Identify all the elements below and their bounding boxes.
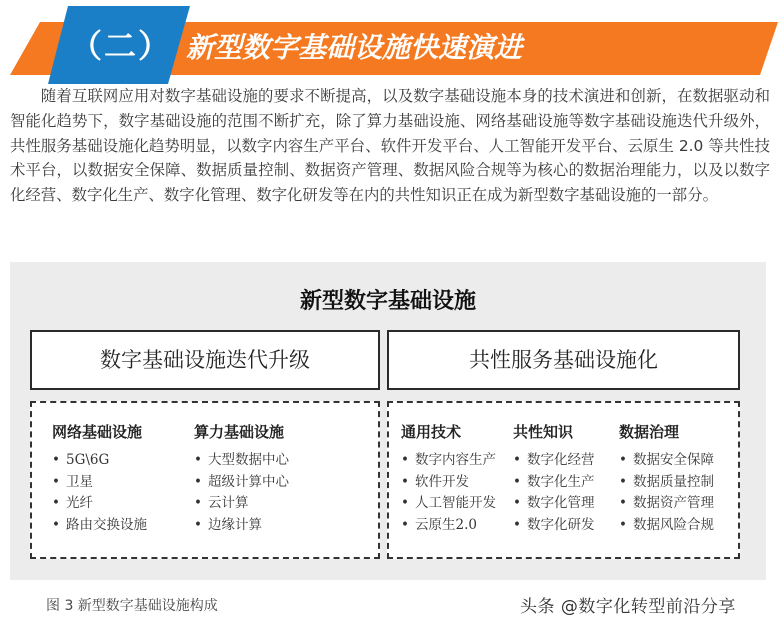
- list-item: • 云原生2.0: [401, 515, 496, 537]
- list-item: • 软件开发: [401, 472, 496, 494]
- dashed-group-right: [387, 401, 740, 559]
- column-head: 通用技术: [401, 423, 462, 441]
- list-item: • 超级计算中心: [194, 472, 289, 494]
- list-item: • 数字化经营: [513, 450, 595, 472]
- figure-caption: 图 3 新型数字基础设施构成: [46, 598, 218, 614]
- list-item: • 大型数据中心: [194, 450, 289, 472]
- box-digital-infra-upgrade: 数字基础设施迭代升级: [30, 330, 380, 390]
- list-item: • 路由交换设施: [52, 515, 147, 537]
- list-item: • 云计算: [194, 493, 289, 515]
- column-data-governance: [619, 421, 714, 536]
- list-item: • 数据质量控制: [619, 472, 714, 494]
- list-item: • 数据风险合规: [619, 515, 714, 537]
- list-item: • 光纤: [52, 493, 147, 515]
- list-item: • 数字化研发: [513, 515, 595, 537]
- figure-title: 新型数字基础设施: [299, 289, 476, 314]
- column-compute-infra: [194, 421, 289, 536]
- column-common-knowledge: [513, 421, 595, 536]
- column-head: 算力基础设施: [194, 423, 285, 441]
- dashed-group-left: [30, 401, 380, 559]
- list-item: • 数字化管理: [513, 493, 595, 515]
- column-head: 共性知识: [513, 423, 574, 441]
- figure-panel: [10, 262, 766, 580]
- section-title: 新型数字基础设施快速演进: [186, 31, 523, 64]
- column-network-infra: [52, 421, 147, 536]
- body-paragraph: 随着互联网应用对数字基础设施的要求不断提高，以及数字基础设施本身的技术演进和创新，在数据驱动和智能化趋势下，数字基础设施的范围不断扩充，除了算力基础设施、网络基础设施等数字基础设施迭代升级外，共性服务基础设施化趋势明显，以数字内容生产平台、软件开发平台、人工智能开发平台、云原生 2.0 等共性技术平台，以数据安全保障、数据质量控制、数据资产管理、数据风险合规等为核心的数据治理能力，以及以数字化经营、数字化生产、数字化管理、数字化研发等在内的共性知识正在成为新型数字基础设施的一部分。: [10, 87, 770, 205]
- column-head: 网络基础设施: [52, 423, 143, 441]
- list-item: • 数字化生产: [513, 472, 595, 494]
- box-common-service-infra: 共性服务基础设施化: [387, 330, 740, 390]
- column-general-tech: [401, 421, 496, 536]
- column-head: 数据治理: [619, 423, 680, 441]
- list-item: • 数据资产管理: [619, 493, 714, 515]
- list-item: • 5G\6G: [52, 450, 147, 472]
- list-item: • 卫星: [52, 472, 147, 494]
- list-item: • 数字内容生产: [401, 450, 496, 472]
- list-item: • 数据安全保障: [619, 450, 714, 472]
- list-item: • 边缘计算: [194, 515, 289, 537]
- source-watermark: 头条 @数字化转型前沿分享: [520, 597, 736, 617]
- list-item: • 人工智能开发: [401, 493, 496, 515]
- section-number: （二）: [70, 27, 173, 65]
- section-banner: [0, 0, 778, 84]
